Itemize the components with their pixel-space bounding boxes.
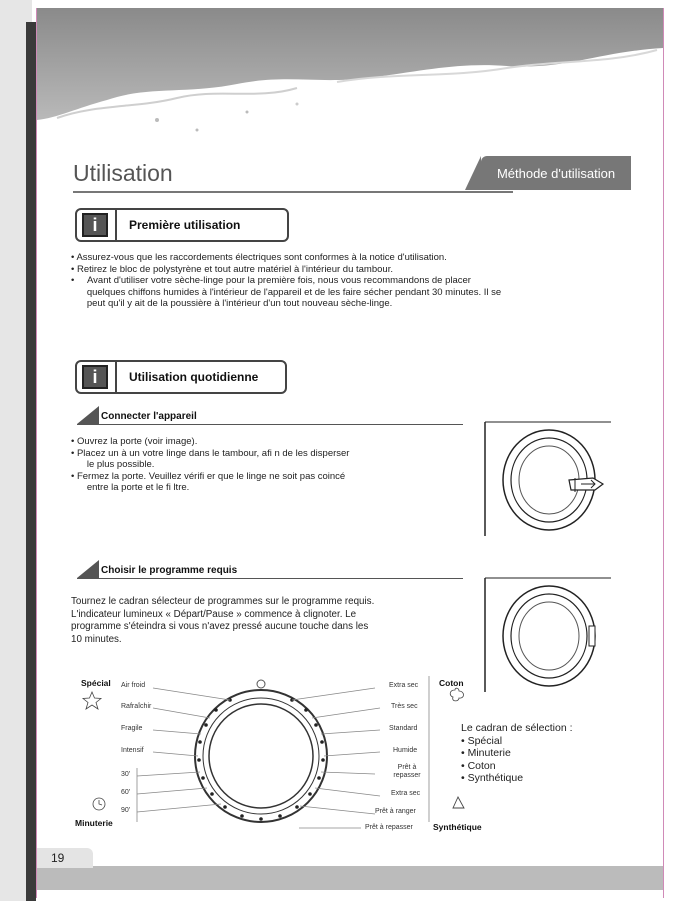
- selection-item: • Coton: [461, 759, 496, 772]
- page-title: Utilisation: [73, 160, 173, 186]
- info-separator: [115, 361, 117, 393]
- dial-group-cotton: Coton: [439, 678, 464, 688]
- info-icon: i: [82, 365, 108, 389]
- selection-item: • Synthétique: [461, 772, 524, 784]
- program-text: [71, 596, 501, 646]
- connect-line: • Placez un à un votre linge dans le tambour, afi n de les disperser: [71, 447, 350, 459]
- first-use-line: • Assurez-vous que les raccordements électriques sont conformes à la notice d'utilisation.: [71, 252, 447, 263]
- dial-left-label: Fragile: [121, 725, 143, 732]
- connect-text: [71, 436, 491, 494]
- selection-title: Le cadran de sélection :: [461, 722, 573, 734]
- first-use-line: quelques chiffons humides à l'intérieur de l'appareil et de les faire sécher pendant 30 minutes. Il se: [71, 286, 502, 298]
- door-open-illustration: [483, 418, 613, 538]
- info-separator: [115, 209, 117, 241]
- section-tab: Méthode d'utilisation: [481, 156, 631, 190]
- selection-item: • Spécial: [461, 734, 503, 747]
- first-use-box: [75, 208, 289, 242]
- connect-heading: Connecter l'appareil: [101, 411, 197, 422]
- title-underline: [73, 191, 513, 193]
- footer-bar: [37, 866, 663, 890]
- dial-right-label: Extra sec: [391, 790, 421, 797]
- first-use-line: • Avant d'utiliser votre sèche-linge pour la première fois, nous vous recommandons de placer: [71, 275, 471, 286]
- program-section-header: [77, 560, 463, 578]
- first-use-line: peut qu'il y ait de la poussière à l'intérieur d'un tout nouveau sèche-linge.: [71, 298, 393, 309]
- dial-right-label: Prêt à repasser: [365, 824, 413, 831]
- dial-left-label: 60': [121, 789, 131, 796]
- dial-left-label: 30': [121, 771, 131, 778]
- section-triangle: [77, 560, 99, 578]
- dial-right-label: Prêt à repasser: [393, 764, 421, 779]
- dial-left-label: 90': [121, 807, 131, 814]
- connect-line: le plus possible.: [71, 459, 155, 470]
- door-closed-illustration: [483, 574, 613, 694]
- dial-group-synthetic: Synthétique: [433, 822, 482, 832]
- first-use-line: • Retirez le bloc de polystyrène et tout autre matériel à l'intérieur du tambour.: [71, 263, 393, 275]
- connect-line: • Ouvrez la porte (voir image).: [71, 436, 198, 447]
- program-heading: Choisir le programme requis: [101, 565, 238, 576]
- page-number: 19: [37, 848, 93, 868]
- first-use-text: [71, 252, 661, 310]
- header-banner: [37, 8, 663, 158]
- daily-use-box: [75, 360, 287, 394]
- connect-section-header: [77, 406, 463, 424]
- daily-use-heading: Utilisation quotidienne: [129, 370, 259, 384]
- program-line: L'indicateur lumineux « Départ/Pause » commence à clignoter. Le: [71, 608, 357, 620]
- dial-group-special: Spécial: [81, 678, 111, 688]
- dial-right-label: Standard: [389, 725, 418, 732]
- program-dial-diagram: [75, 672, 495, 842]
- connect-line: entre la porte et le fi ltre.: [71, 482, 190, 493]
- section-triangle: [77, 406, 99, 424]
- first-use-heading: Première utilisation: [129, 218, 241, 232]
- dial-left-label: Air froid: [121, 682, 146, 689]
- section-rule: [77, 578, 463, 579]
- selection-item: • Minuterie: [461, 747, 511, 759]
- dial-left-label: Intensif: [121, 747, 144, 754]
- page-shadow: [26, 22, 36, 901]
- selection-list: [461, 722, 573, 785]
- program-line: Tournez le cadran sélecteur de programmes sur le programme requis.: [71, 596, 375, 607]
- dial-right-label: Humide: [393, 747, 418, 754]
- section-rule: [77, 424, 463, 425]
- connect-line: • Fermez la porte. Veuillez vérifi er que le linge ne soit pas coincé: [71, 470, 346, 482]
- dial-right-label: Extra sec: [389, 682, 419, 689]
- dial-right-label: Très sec: [391, 703, 418, 710]
- manual-page: [36, 8, 664, 898]
- dial-group-timer: Minuterie: [75, 818, 113, 828]
- program-line: 10 minutes.: [71, 633, 122, 645]
- dial-left-label: Rafraîchir: [121, 703, 152, 710]
- info-icon: i: [82, 213, 108, 237]
- dial-right-label: Prêt à ranger: [375, 808, 416, 815]
- program-line: programme s'éteindra si vous n'avez pressé aucune touche dans les: [71, 621, 369, 632]
